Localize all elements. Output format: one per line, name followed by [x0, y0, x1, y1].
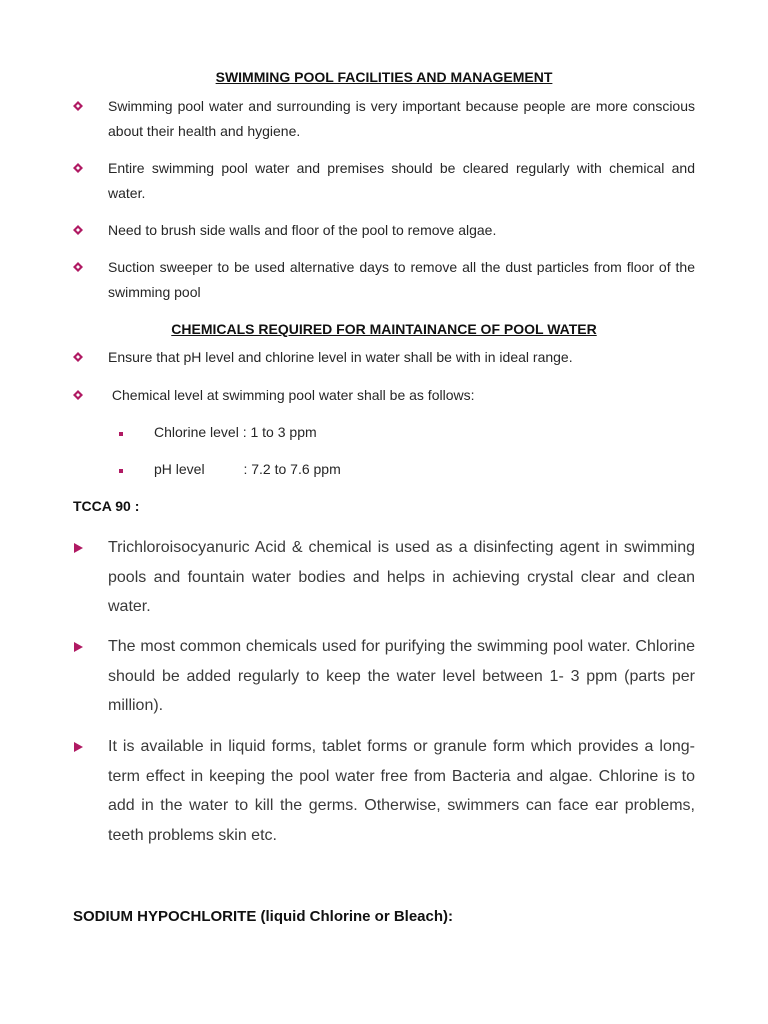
- bullet-item: Swimming pool water and surrounding is very important because people are more conscious about their health and hygiene.: [108, 98, 695, 139]
- tcca-label: TCCA 90 :: [73, 498, 140, 514]
- square-bullet-icon: [119, 469, 123, 473]
- diamond-bullet-icon: [73, 390, 83, 400]
- triangle-bullet-icon: [74, 642, 83, 652]
- heading-chemicals-required: CHEMICALS REQUIRED FOR MAINTAINANCE OF POOL WATER: [171, 321, 597, 337]
- tcca-bullet: The most common chemicals used for purifying the swimming pool water. Chlorine should be added regularly to keep the water level between 1- 3 ppm (parts per million).: [108, 638, 695, 714]
- triangle-bullet-icon: [74, 742, 83, 752]
- tcca-bullet: Trichloroisocyanuric Acid & chemical is used as a disinfecting agent in swimming pools and fountain water bodies and helps in achieving crystal clear and clean water.: [108, 539, 695, 615]
- bullet-item: Chemical level at swimming pool water shall be as follows:: [108, 387, 475, 403]
- diamond-bullet-icon: [73, 262, 83, 272]
- heading-pool-facilities: SWIMMING POOL FACILITIES AND MANAGEMENT: [215, 69, 553, 85]
- square-bullet-icon: [119, 432, 123, 436]
- sub-bullet-chlorine: Chlorine level : 1 to 3 ppm: [154, 424, 317, 440]
- triangle-bullet-icon: [74, 543, 83, 553]
- sodium-hypochlorite-heading: SODIUM HYPOCHLORITE (liquid Chlorine or Bleach):: [73, 908, 454, 925]
- bullet-item: Need to brush side walls and floor of the pool to remove algae.: [108, 222, 497, 238]
- bullet-item: Suction sweeper to be used alternative days to remove all the dust particles from floor of the swimming pool: [108, 259, 695, 300]
- tcca-bullet: It is available in liquid forms, tablet forms or granule form which provides a long-term effect in keeping the pool water free from Bacteria and algae. Chlorine is to add in the water to kill the germs. Otherwise, swimmers can face ear problems, teeth problems skin etc.: [108, 738, 695, 844]
- sub-bullet-ph: pH level : 7.2 to 7.6 ppm: [154, 461, 341, 477]
- diamond-bullet-icon: [73, 352, 83, 362]
- bullet-item: Entire swimming pool water and premises should be cleared regularly with chemical and water.: [108, 160, 695, 201]
- diamond-bullet-icon: [73, 163, 83, 173]
- diamond-bullet-icon: [73, 101, 83, 111]
- diamond-bullet-icon: [73, 225, 83, 235]
- bullet-item: Ensure that pH level and chlorine level in water shall be with in ideal range.: [108, 349, 573, 365]
